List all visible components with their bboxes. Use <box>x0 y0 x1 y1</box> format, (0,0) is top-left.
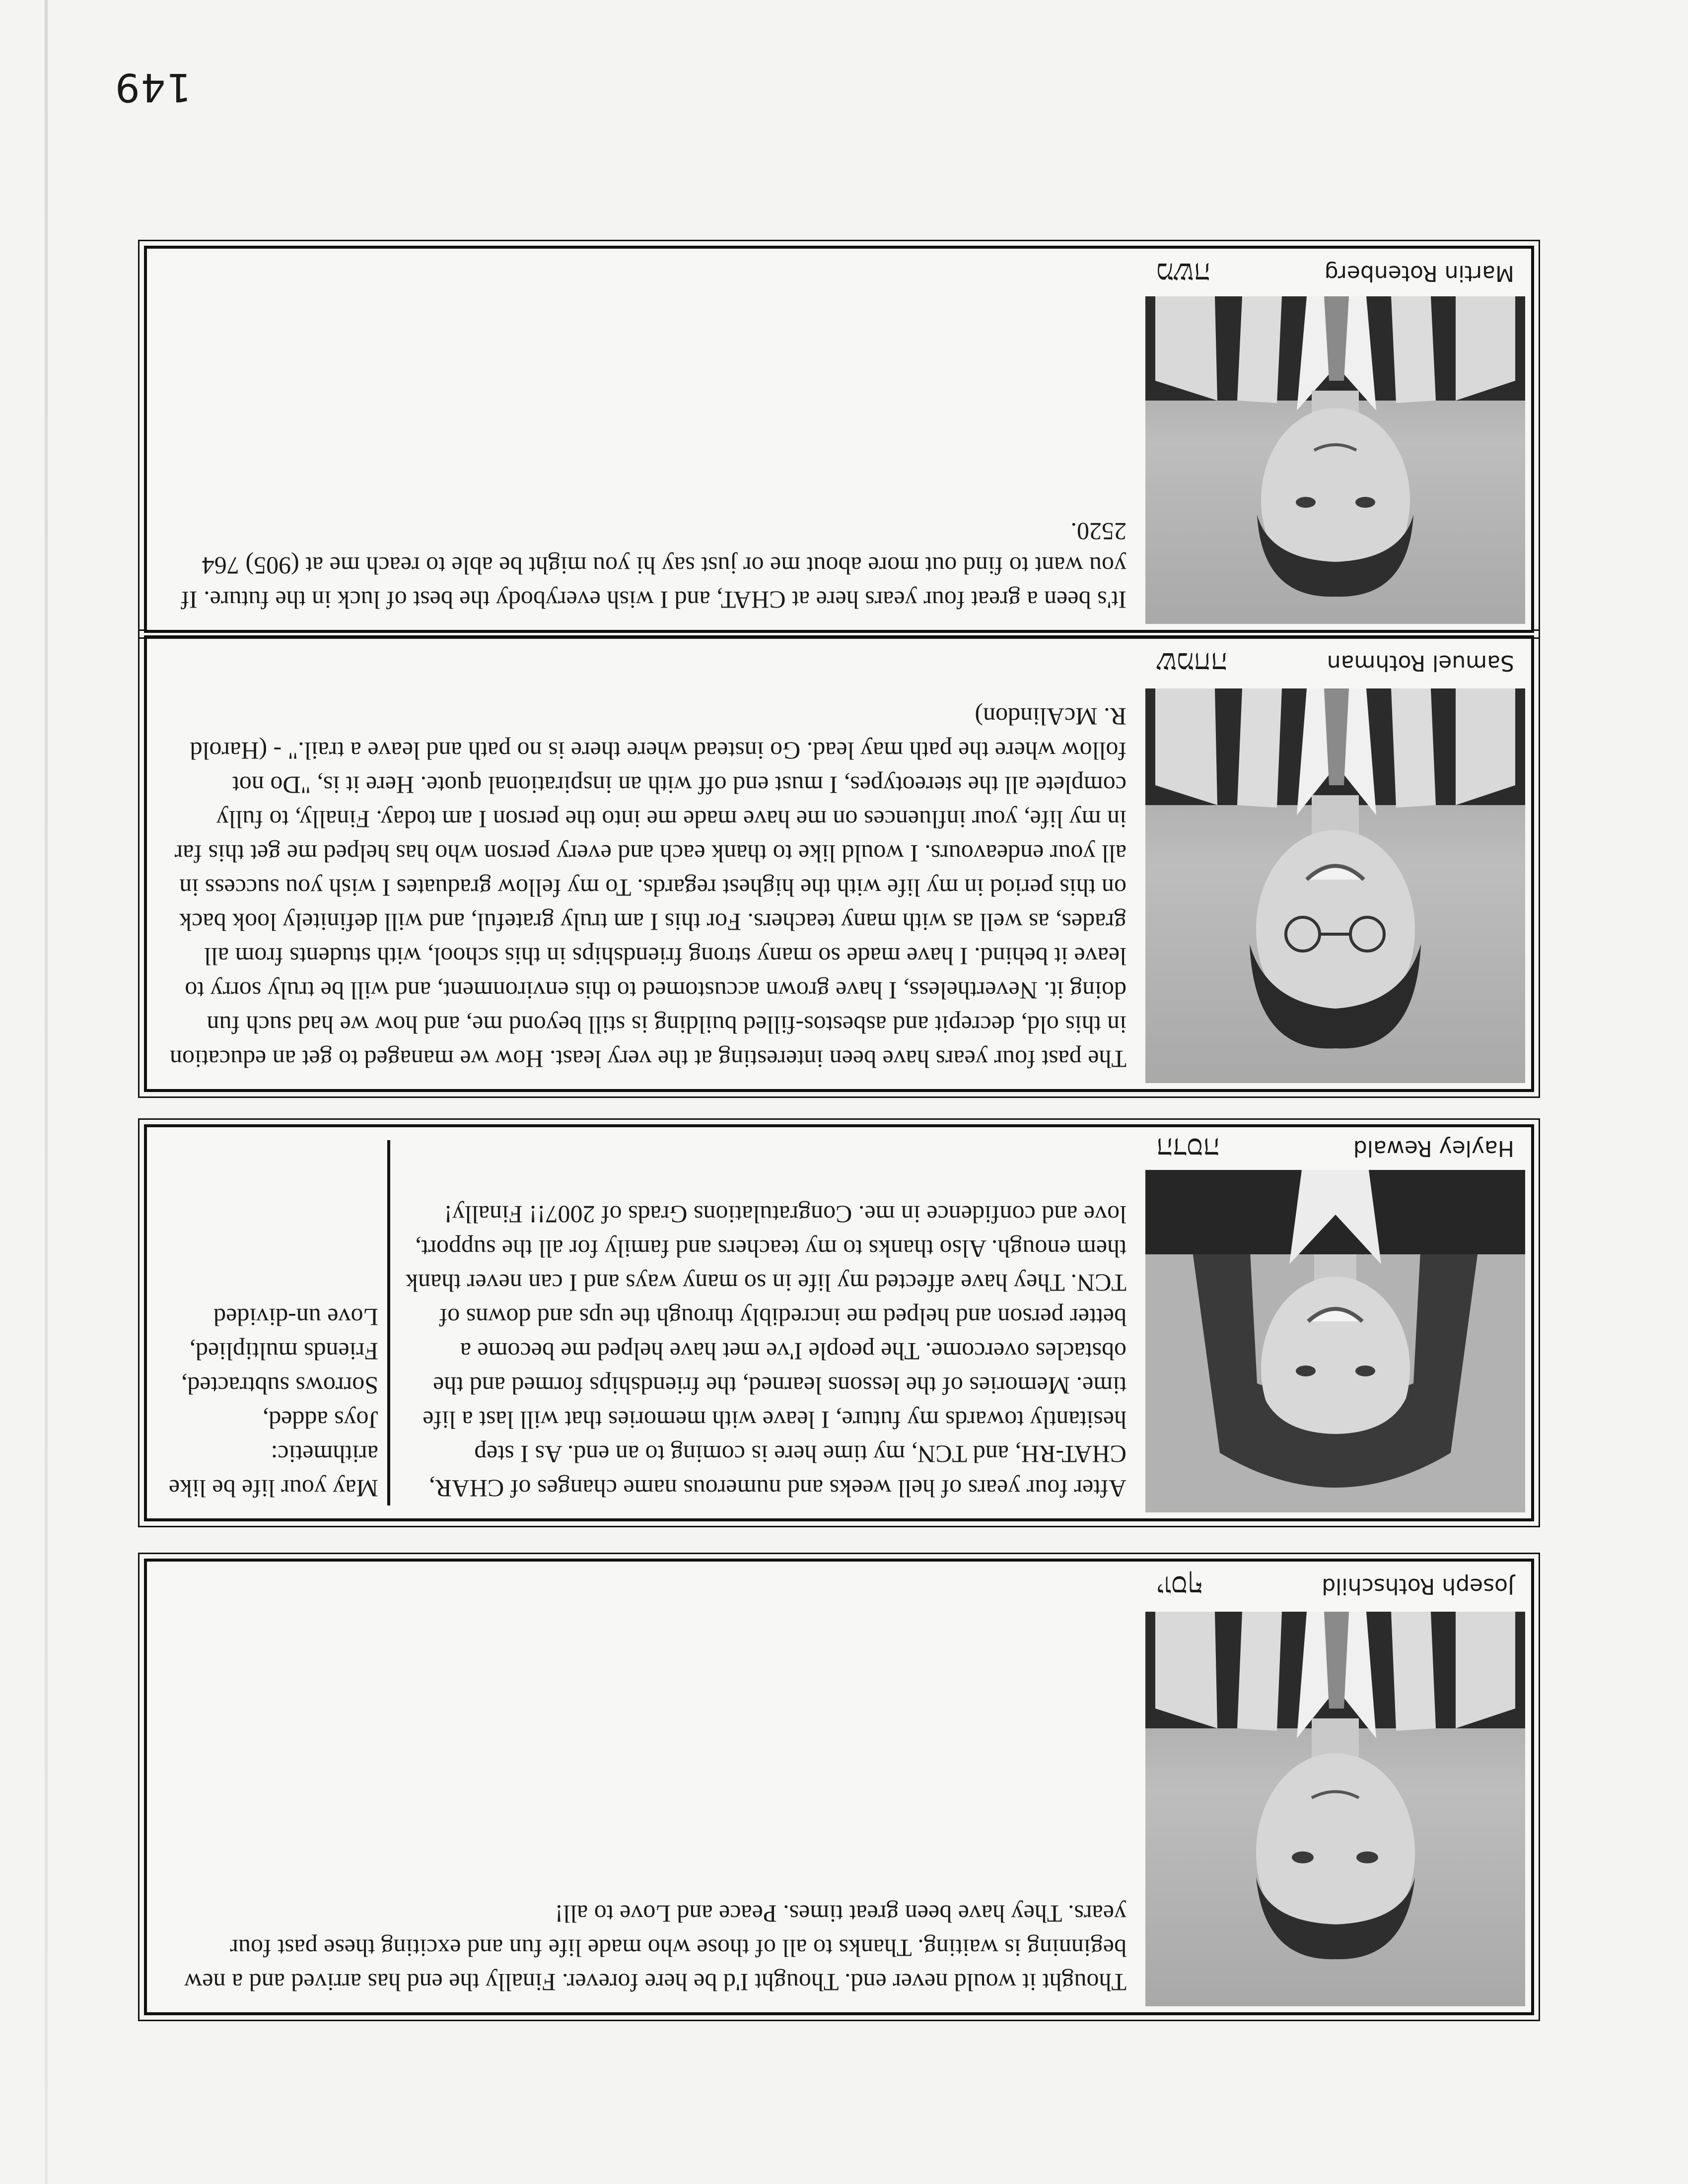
student-poem <box>157 1140 390 1505</box>
portrait-icon <box>1145 688 1525 1083</box>
poem-line: Love un-divided <box>213 1303 378 1331</box>
student-message: It's been a great four years here at CHAT, and I wish everybody the best of luck in the future. If you want to find out more about me or just say hi you might be able to reach me at (905) 764 2520. <box>181 518 1126 614</box>
student-name: Hayley Rewald <box>1353 1136 1514 1161</box>
student-message: Thought it would never end. Thought I'd be here forever. Finally the end has arrived and a new beginning is waiting. Thanks to all of those who made life fun and exciting these past four years. They have been great times. Peace and Love to all! <box>184 1900 1126 1996</box>
student-card-martin-rotenberg <box>144 246 1534 633</box>
student-photo <box>1145 1612 1525 2006</box>
student-photo <box>1145 688 1525 1083</box>
scan-edge-line <box>45 0 48 2184</box>
poem-line: arithmetic: <box>271 1440 378 1468</box>
student-photo <box>1145 296 1525 624</box>
portrait-icon <box>1145 1170 1525 1512</box>
student-name: Martin Rotenberg <box>1324 261 1514 286</box>
student-photo <box>1145 1170 1525 1512</box>
student-hebrew-name: הדסה <box>1156 1132 1220 1165</box>
page-number: 149 <box>114 65 191 109</box>
student-message: After four years of hell weeks and numerous name changes of CHAR, CHAT-RH, and TCN, my time here is coming to an end. As I step hesitantly towards my future, I leave with memories that will last a life time. Memories of the lessons learned, the friendships formed and the obstacles overcome. The people I've met have helped me become a better person and helped me incredibly through the ups and downs of TCN. They have affected my life in so many ways and I can never thank them enough. Also thanks to my teachers and family for all the support, love and confidence in me. Congratulations Grads of 2007!! Finally! <box>406 1201 1126 1502</box>
student-name: Samuel Rothman <box>1327 650 1514 676</box>
portrait-icon <box>1145 1612 1525 2006</box>
poem-line: May your life be like <box>168 1475 378 1502</box>
student-hebrew-name: יוסף <box>1156 1570 1203 1603</box>
student-hebrew-name: משה <box>1156 257 1210 290</box>
portrait-icon <box>1145 296 1525 624</box>
poem-line: Friends multiplied, <box>189 1338 378 1365</box>
student-hebrew-name: שמחה <box>1156 646 1228 680</box>
student-name-row <box>1145 638 1525 688</box>
poem-line: Sorrows subtracted, <box>181 1372 378 1400</box>
student-card-samuel-rothman <box>144 635 1534 1092</box>
student-name-row <box>1145 249 1525 298</box>
poem-line: Joys added, <box>262 1406 378 1434</box>
student-card-joseph-rothschild <box>144 1559 1534 2015</box>
student-name-row <box>1145 1562 1525 1611</box>
student-message: The past four years have been interesting at the very least. How we managed to get an education in this old, decrepit and asbestos-filled building is still beyond me, and how we had such fun doing it. Nevertheless, I have grown accustomed to this environment, and will be truly sorry to leave it behind. I have made so many strong friendships in this school, with students from all grades, as well as with many teachers. For this I am truly grateful, and will definitely look back on this period in my life with the highest regards. To my fellow graduates I wish you success in all your endeavours. I would like to thank each and every person who has helped me get this far in my life, your influences on me have made me into the person I am today. Finally, to fully complete all the stereotypes, I must end off with an inspirational quote. Here it is, "Do not follow where the path may lead. Go instead where there is no path and leave a trail." - (Harold R. McAlindon) <box>169 703 1126 1073</box>
student-card-hayley-rewald <box>144 1124 1534 1521</box>
student-name-row <box>1145 1124 1525 1173</box>
student-name: Joseph Rothschild <box>1322 1573 1514 1599</box>
